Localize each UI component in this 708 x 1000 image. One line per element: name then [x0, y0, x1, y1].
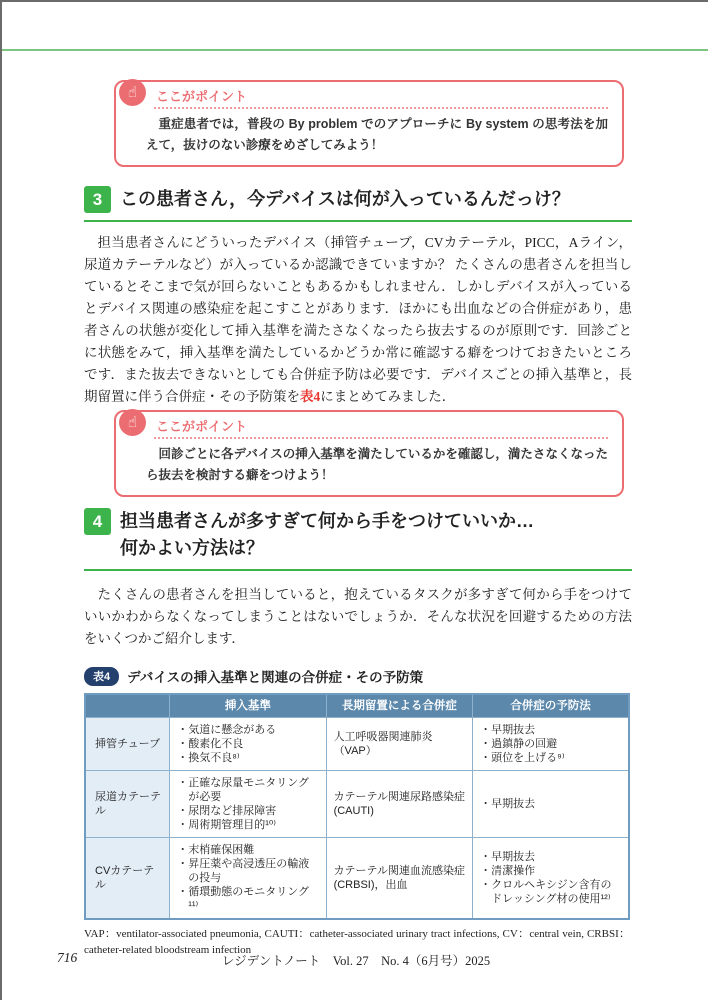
header-device — [85, 694, 170, 718]
callout-title: ここがポイント — [156, 89, 248, 104]
bullet-item: ・周術期管理目的¹⁰⁾ — [177, 819, 276, 831]
dotted-divider — [154, 107, 608, 109]
header-prevention: 合併症の予防法 — [473, 694, 629, 718]
prevention-cell — [473, 771, 629, 838]
dotted-divider — [154, 437, 608, 439]
criteria-cell — [170, 718, 326, 771]
table-row — [85, 838, 629, 920]
bullet-item: ・昇圧薬や高浸透圧の輸液の投与 — [177, 858, 310, 884]
table-caption-text: デバイスの挿入基準と関連の合併症・その予防策 — [127, 670, 424, 685]
pointing-hand-icon: ☝ — [119, 409, 146, 436]
section-title-line2: 何かよい方法は？ — [120, 538, 264, 558]
callout-title: ここがポイント — [156, 419, 248, 434]
bullet-item: ・酸素化不良 — [177, 738, 244, 750]
section-number-badge: 4 — [84, 508, 111, 535]
bullet-item: ・尿閉など排尿障害 — [177, 805, 277, 817]
section-number-badge: 3 — [84, 186, 111, 213]
prevention-cell — [473, 838, 629, 920]
table-footnote: VAP：ventilator-associated pneumonia, CAUTI：catheter-associated urinary tract infections, CV：central vein, CRBSI：catheter-related bloodstream infection — [84, 928, 630, 956]
bullet-item: ・早期抜去 — [480, 851, 536, 863]
bullet-item: ・末梢確保困難 — [177, 844, 255, 856]
complication-cell: カテーテル関連血流感染症 (CRBSI)，出血 — [326, 838, 473, 920]
bullet-item: ・クロルヘキシジン含有のドレッシング材の使用¹²⁾ — [480, 879, 612, 905]
callout-text: 重症患者では，普段の By problem でのアプローチに By system の思考法を加えて，抜けのない診療をめざしてみよう！ — [146, 117, 608, 152]
device-table-body — [85, 718, 629, 920]
paragraph-text: 担当患者さんにどういったデバイス（挿管チューブ，CVカテーテル，PICC，Aライン，尿道カテーテルなど）が入っているか認識できていますか？ たくさんの患者さんを担当しているとそこまで気が回らないこともあるかもしれません．しかしデバイスが入っているとデバイス関連の感染症を起こすことがあります．ほかにも出血などの合併症があり，患者さんの状態が変化して挿入基準を満たさなくなったら抜去するのが原則です．回診ごとに状態をみて，挿入基準を満たしているかどうか常に確認する癖をつけておきたいところです．また抜去できないとしても合併症予防は必要です．デバイスごとの挿入基準と，長期留置に伴う合併症・その予防策を — [84, 235, 632, 404]
journal-footer: レジデントノート Vol. 27 No. 4（6月号）2025 — [221, 954, 491, 968]
bullet-item: ・頭位を上げる⁹⁾ — [480, 752, 565, 764]
complication-cell: カテーテル関連尿路感染症 (CAUTI) — [326, 771, 473, 838]
bullet-item: ・早期抜去 — [480, 724, 536, 736]
section-title: この患者さん，今デバイスは何が入っているんだっけ？ — [120, 189, 570, 209]
point-callout-2 — [114, 410, 624, 497]
bullet-item: ・過鎮静の回避 — [480, 738, 558, 750]
table-number-badge: 表4 — [84, 667, 119, 686]
callout-text: 回診ごとに各デバイスの挿入基準を満たしているかを確認し，満たさなくなったら抜去を検討する癖をつけよう！ — [146, 447, 608, 482]
green-underline — [84, 569, 632, 571]
table-reference: 表4 — [300, 389, 321, 404]
bullet-item: ・清潔操作 — [480, 865, 536, 877]
top-green-rule — [2, 49, 708, 51]
paragraph: たくさんの患者さんを担当していると，抱えているタスクが多すぎて何から手をつけていいかわからなくなってしまうことはないでしょうか．そんな状況を回避するための方法をいくつかご紹介します． — [84, 587, 632, 646]
bullet-item: ・気道に懸念がある — [177, 724, 277, 736]
bullet-item: ・早期抜去 — [480, 798, 536, 810]
table-row — [85, 771, 629, 838]
device-name-cell: CVカテーテル — [85, 838, 170, 920]
device-table — [84, 693, 630, 920]
criteria-cell — [170, 838, 326, 920]
green-underline — [84, 220, 632, 222]
page-number: 716 — [57, 950, 78, 965]
bullet-item: ・正確な尿量モニタリングが必要 — [177, 777, 309, 803]
section-3-heading — [84, 186, 632, 222]
pointing-hand-icon: ☝ — [119, 79, 146, 106]
bullet-item: ・換気不良⁸⁾ — [177, 752, 240, 764]
paragraph — [84, 232, 632, 408]
prevention-cell — [473, 718, 629, 771]
device-name-cell: 挿管チューブ — [85, 718, 170, 771]
table-header-row — [85, 694, 629, 718]
section-4-paragraph — [84, 584, 632, 650]
section-3-paragraph — [84, 232, 632, 408]
header-complication: 長期留置による合併症 — [326, 694, 473, 718]
header-criteria: 挿入基準 — [170, 694, 326, 718]
criteria-cell — [170, 771, 326, 838]
complication-cell: 人工呼吸器関連肺炎（VAP） — [326, 718, 473, 771]
section-title-line1: 担当患者さんが多すぎて何から手をつけていいか… — [120, 511, 534, 531]
point-callout-1 — [114, 80, 624, 167]
table-row — [85, 718, 629, 771]
section-4-heading — [84, 508, 632, 571]
paragraph-text: にまとめてみました． — [320, 389, 456, 404]
bullet-item: ・循環動態のモニタリング¹¹⁾ — [177, 886, 309, 912]
table-4-block — [84, 666, 630, 958]
device-name-cell: 尿道カテーテル — [85, 771, 170, 838]
table-caption — [84, 666, 630, 686]
